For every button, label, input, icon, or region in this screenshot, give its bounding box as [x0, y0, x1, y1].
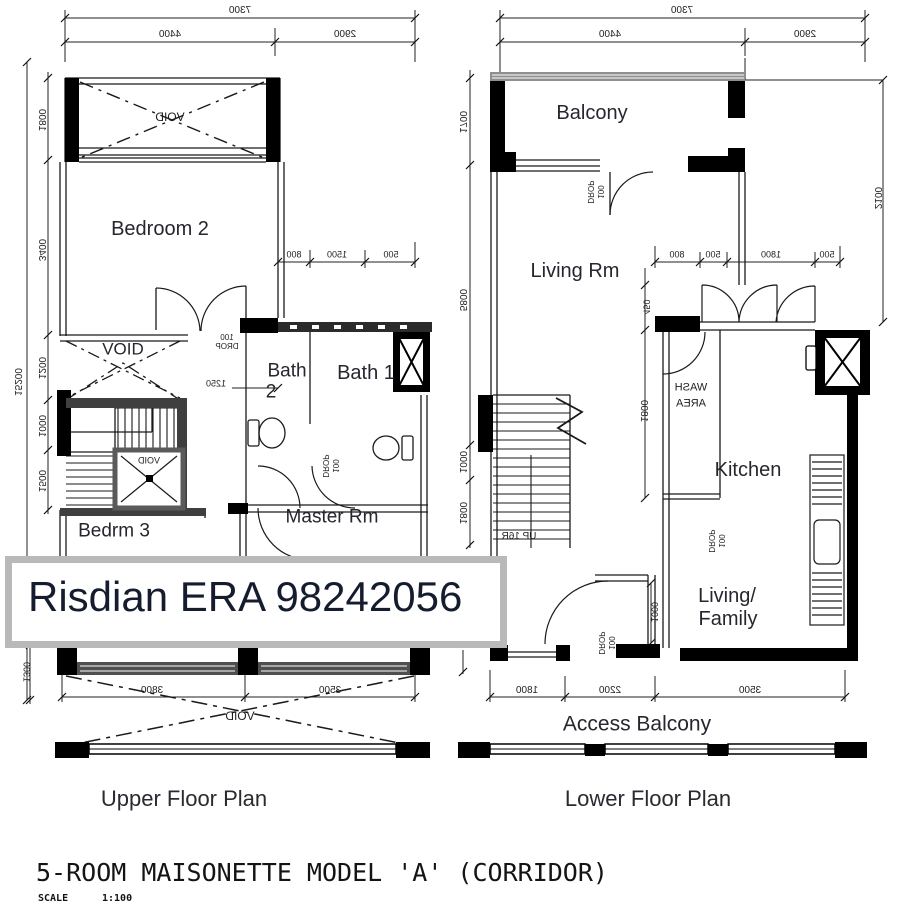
upper-dim-seg-3400: 3400	[36, 238, 47, 262]
entry-drop-value: 100	[607, 636, 616, 650]
room-label-void-mid: VOID	[102, 339, 144, 359]
upper-void-top-label: VOID	[155, 110, 185, 124]
wash-area-label-line1: WASH	[674, 381, 708, 394]
room-label-living: Living Rm	[530, 260, 620, 282]
lower-plan-caption: Lower Floor Plan	[564, 786, 732, 811]
upper-dim-width-right: 2900	[333, 29, 357, 40]
upper-black-walls	[55, 78, 430, 758]
lower-plan-drawing	[458, 10, 887, 758]
upper-dim-total-height: 15200	[12, 368, 23, 396]
room-label-bath2-line2: 2	[265, 381, 277, 403]
access-balcony-railing	[490, 744, 835, 754]
upper-dim-width-left: 4400	[158, 29, 182, 40]
lower-walls	[491, 160, 815, 657]
stairs-up-label: UP 16R	[501, 531, 537, 542]
upper-dim-bottom-3500: 3500	[318, 685, 342, 696]
balcony-drop-label: DROP	[586, 180, 595, 204]
lower-dim-seg-1800: 1800	[457, 501, 468, 525]
upper-dim-seg-1300: 1300	[21, 661, 32, 683]
upper-dim-1250: 1250	[205, 378, 227, 389]
upper-void-bottom-label: VOID	[225, 709, 255, 723]
lower-stair-break-mark	[556, 398, 586, 444]
upper-dim-seg-1500: 1500	[36, 469, 47, 493]
bath2-toilet	[248, 418, 285, 448]
kitchen-drop-label: DROP	[707, 529, 716, 553]
upper-dim-bottom-3800: 3800	[140, 685, 164, 696]
wash-area-label-line2: AREA	[676, 397, 706, 410]
lower-dim-width-left: 4400	[598, 29, 622, 40]
upper-dim-seg-1200: 1200	[36, 356, 47, 380]
upper-plan-caption: Upper Floor Plan	[100, 786, 268, 811]
upper-master-drop-label: DROP	[321, 454, 330, 478]
lower-dim-kitchen-500b: 500	[819, 249, 835, 260]
lower-dim-kitchen-500a: 500	[705, 249, 721, 260]
lower-dim-seg-1700: 1700	[457, 110, 468, 134]
upper-dim-total-width: 7300	[228, 5, 252, 16]
upper-dim-seg-1000: 1000	[36, 414, 47, 438]
upper-corridor-window-band	[278, 322, 432, 332]
lower-dim-bottom-1800: 1800	[515, 685, 539, 696]
room-label-balcony: Balcony	[556, 102, 628, 124]
upper-dim-corridor-1500: 1500	[326, 249, 348, 260]
entry-drop-label: DROP	[597, 631, 606, 655]
access-balcony-label: Access Balcony	[562, 712, 712, 736]
lower-dim-seg-5800: 5800	[457, 288, 468, 312]
lower-dim-wash-1800: 1800	[638, 399, 649, 423]
room-label-master: Master Rm	[285, 506, 379, 528]
room-label-bedrm3: Bedrm 3	[78, 520, 150, 542]
lower-dim-bottom-2200: 2200	[598, 685, 622, 696]
lower-dim-wash-450: 450	[641, 299, 652, 315]
balcony-drop-value: 100	[596, 185, 605, 199]
upper-drop-value: 100	[220, 333, 234, 342]
upper-dim-corridor-800: 800	[286, 249, 302, 260]
room-label-living-family-line1: Living/	[698, 585, 756, 607]
room-label-living-family-line2: Family	[698, 608, 758, 630]
lower-dim-total-width: 7300	[670, 5, 694, 16]
lower-stairs	[493, 404, 570, 548]
kitchen-counter	[810, 455, 844, 625]
lower-dim-bottom-3500: 3500	[738, 685, 762, 696]
room-label-bedroom2: Bedroom 2	[111, 218, 209, 240]
upper-service-duct	[393, 332, 430, 392]
room-label-bath2-line1: Bath	[267, 360, 307, 382]
room-label-bath1: Bath 1	[337, 362, 395, 384]
room-label-kitchen: Kitchen	[714, 459, 782, 481]
lower-dim-right-2100: 2100	[872, 186, 883, 210]
lower-dim-kitchen-1800: 1800	[760, 249, 782, 260]
scale-label: SCALE	[38, 893, 69, 904]
balcony-rail	[490, 72, 745, 81]
upper-bottom-railing	[89, 744, 396, 754]
agent-watermark-text: Risdian ERA 98242056	[28, 573, 463, 620]
upper-drop-label: DROP	[215, 342, 239, 351]
upper-dim-corridor-500: 500	[383, 249, 399, 260]
kitchen-drop-value: 100	[717, 534, 726, 548]
lower-dim-kitchen-800: 800	[669, 249, 685, 260]
entry-dim-1000: 1000	[649, 601, 660, 623]
lower-service-duct	[806, 330, 870, 395]
upper-void-stair-label: VOID	[137, 455, 161, 466]
lower-dim-seg-1000: 1000	[457, 450, 468, 474]
upper-master-drop-value: 100	[331, 459, 340, 473]
upper-dim-seg-1800: 1800	[36, 108, 47, 132]
bath1-toilet	[373, 436, 413, 460]
plan-title: 5-ROOM MAISONETTE MODEL 'A' (CORRIDOR)	[36, 858, 608, 887]
lower-dim-width-right: 2900	[793, 29, 817, 40]
agent-watermark-box	[5, 556, 507, 648]
scale-value: 1:100	[102, 893, 133, 904]
